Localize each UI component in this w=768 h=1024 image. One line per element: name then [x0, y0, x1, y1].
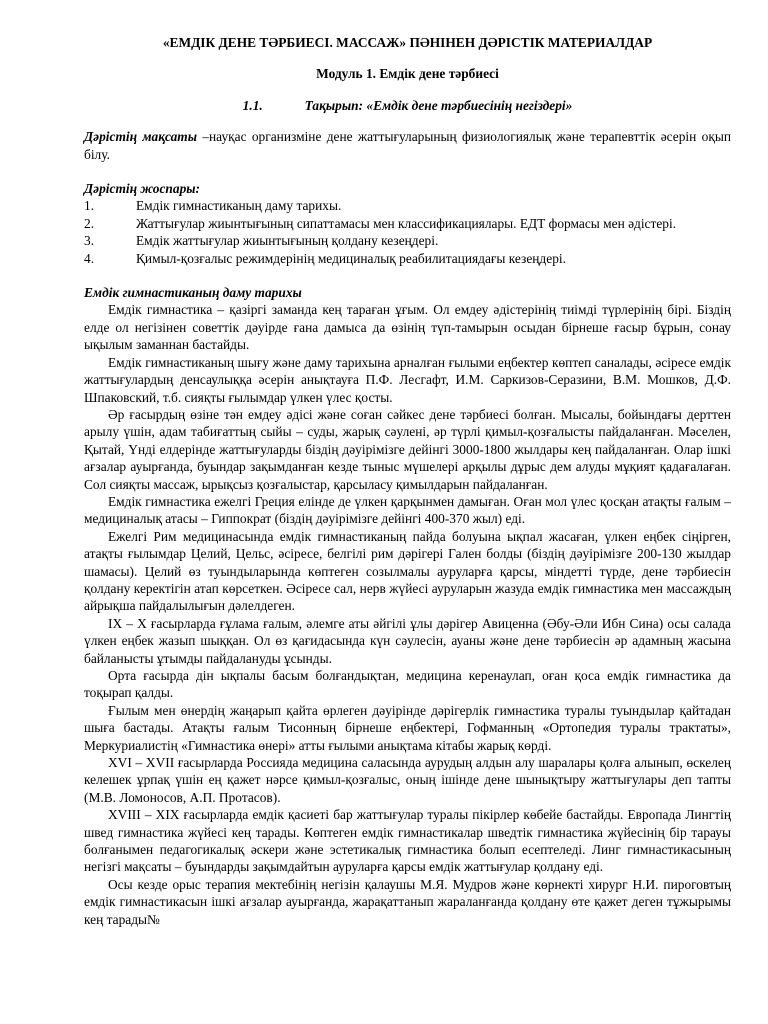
goal-text: –науқас организміне дене жаттығуларының физиологиялық және терапевттік әсерін оқып білу. [84, 129, 731, 162]
topic-text: Тақырып: «Емдік дене тәрбиесінің негіздері» [304, 97, 573, 113]
plan-heading: Дәрістің жоспары: [84, 181, 201, 197]
lecture-goal [84, 128, 731, 163]
body-paragraph: Емдік гимнастика – қазіргі заманда кең тараған ұғым. Ол емдеу әдістерінің тиімді түрлерінің бірі. Біздің елде ол негізінен советтік дәуірде ғана дамыса да өзінің түп-тамырын осыдан бірнеше ғасыр бұрын, сонау ықылым заманнан бастайды. [84, 302, 731, 353]
plan-item-number: 1. [84, 198, 95, 214]
body-paragraph: Әр ғасырдың өзіне тән емдеу әдісі және соған сәйкес дене тәрбиесі болған. Мысалы, бойындағы дерттен арылу үшін, адам табиғаттың сыйы – суды, жарық сәулені, әр түрлі қимыл-қозғалысты пайдаланған. Мәселен, Қытай, Үнді елдерінде жаттығуларды біздің дәуірімізге дейінгі 3000-1800 жылдары кең пайдаланған. Олар ішкі ағзалар ауырғанда, буындар зақымданған кезде тыныс мүшелері арқылы дұрыс дем алуды мұқият қадағалаған. Сол сияқты массаж, ырықсыз қозғалыстар, қарсыласу қимылдарын пайдаланған. [84, 406, 731, 492]
module-heading: Модуль 1. Емдік дене тәрбиесі [316, 66, 499, 82]
list-item [84, 197, 731, 214]
plan-item-text: Емдік жаттығулар жиынтығының қолдану кезеңдері. [136, 233, 439, 249]
plan-item-text: Жаттығулар жиынтығының сипаттамасы мен классификациялары. ЕДТ формасы мен әдістері. [136, 215, 677, 231]
plan-list [84, 197, 731, 267]
list-item [84, 215, 731, 232]
body-paragraph: Ежелгі Рим медицинасында емдік гимнастиканың пайда болуына ықпал жасаған, үлкен еңбек сіңірген, атақты ғылымдар Целий, Цельс, әсіресе, белгілі рим дәрігері Гален болды (біздің дәуірімізге 200-130 жылдар шамасы). Целий өз туындыларында көптеген созылмалы ауруларға қарсы, міндетті түрде, дене тәрбиесін қолдану керектігін атап көрсеткен. Әсіресе сал, нерв жүйесі ауруларын жазуда емдік гимнастика мен массаждың айрықша пайдалылығын дәлелдеген. [84, 528, 731, 614]
body-paragraph: Осы кезде орыс терапия мектебінің негізін қалаушы М.Я. Мудров және көрнекті хирург Н.И. пироговтың емдік гимнастикасын ішкі ағзалар ауырғанда, жарақаттанып жараланғанда қолдану өте қажет деген тұжырымы кең тарады№ [84, 876, 731, 927]
topic-heading [84, 97, 731, 114]
body-paragraph: XVI – XVII ғасырларда Россияда медицина саласында аурудың алдын алу шаралары қолға алынып, өскелең келешек ұрпақ үшін ең қажет нәрсе қимыл-қозғалыс, оның ішінде дене шынықтыру жаттығулары деп тапты (М.В. Ломоносов, А.П. Протасов). [84, 755, 731, 805]
document-title: «ЕМДІК ДЕНЕ ТӘРБИЕСІ. МАССАЖ» ПӘНІНЕН ДӘРІСТІК МАТЕРИАЛДАР [162, 35, 653, 50]
body-paragraph: IX – X ғасырларда ғұлама ғалым, әлемге аты әйгілі ұлы дәрігер Авиценна (Әбу-Әли Ибн Сина) осы салада үлкен еңбек жазып шыққан. Ол өз қағидасында күн сәулесін, ауаны және дене тәрбиесін әр адамның жасына байланысты ұтымды пайдалануды ұсынды. [84, 615, 731, 666]
plan-item-number: 3. [84, 233, 95, 249]
body-paragraph: Емдік гимнастиканың шығу және даму тарихына арналған ғылыми еңбектер көптеп саналады, әсіресе емдік жаттығулардың денсаулыққа әсерін анықтауға П.Ф. Лесгафт, И.М. Саркизов-Серазини, В.М. Мошков, Д.Ф. Шпаковский, т.б. сияқты ғылымдар үлкен үлес қосты. [84, 354, 731, 405]
section-heading: Емдік гимнастиканың даму тарихы [84, 285, 302, 301]
body-paragraph: Орта ғасырда дін ықпалы басым болғандықтан, медицина керенаулап, оған қоса емдік гимнастика да тоқырап қалды. [84, 668, 731, 701]
body-paragraph: Ғылым мен өнердің жаңарып қайта өрлеген дәуірінде дәрігерлік гимнастика туралы туындылар қайтадан шыға бастады. Атақты ғалым Тисонның бірнеше еңбектері, Гофманның «Ортопедия туралы трактаты», Меркуриалистің «Гимнастика өнері» атты ғылыми анықтама кітабы жарық көрді. [84, 702, 731, 753]
body-paragraph: Емдік гимнастика ежелгі Греция елінде де үлкен қарқынмен дамыған. Оған мол үлес қосқан атақты ғалым – медициналық атасы – Гиппократ (біздің дәуірімізге дейінгі 400-370 жыл) еді. [84, 493, 731, 527]
document-page [84, 34, 731, 928]
goal-label: Дәрістің мақсаты [84, 129, 197, 145]
plan-item-text: Емдік гимнастиканың даму тарихы. [136, 198, 342, 214]
plan-item-text: Қимыл-қозғалыс режимдерінің медициналық реабилитациядағы кезеңдері. [136, 250, 566, 266]
list-item [84, 250, 731, 267]
list-item [84, 232, 731, 249]
plan-item-number: 4. [84, 250, 95, 266]
plan-item-number: 2. [84, 215, 95, 231]
body-paragraph: XVIII – XIX ғасырларда емдік қасиеті бар жаттығулар туралы пікірлер көбейе бастайды. Европада Лингтің швед гимнастика жүйесі кең тарады. Көптеген емдік гимнастикалар шведтік гимнастика жүйесінің бір тарауы болғанымен педагогикалық әскери және эстетикалық гимнастика болып есептеледі. Линг гимнастикасының негізгі мақсаты – буындарды зақымдайтын ауруларға қарсы емдік жаттығулар қолдану еді. [84, 807, 731, 875]
topic-number: 1.1. [242, 97, 263, 113]
